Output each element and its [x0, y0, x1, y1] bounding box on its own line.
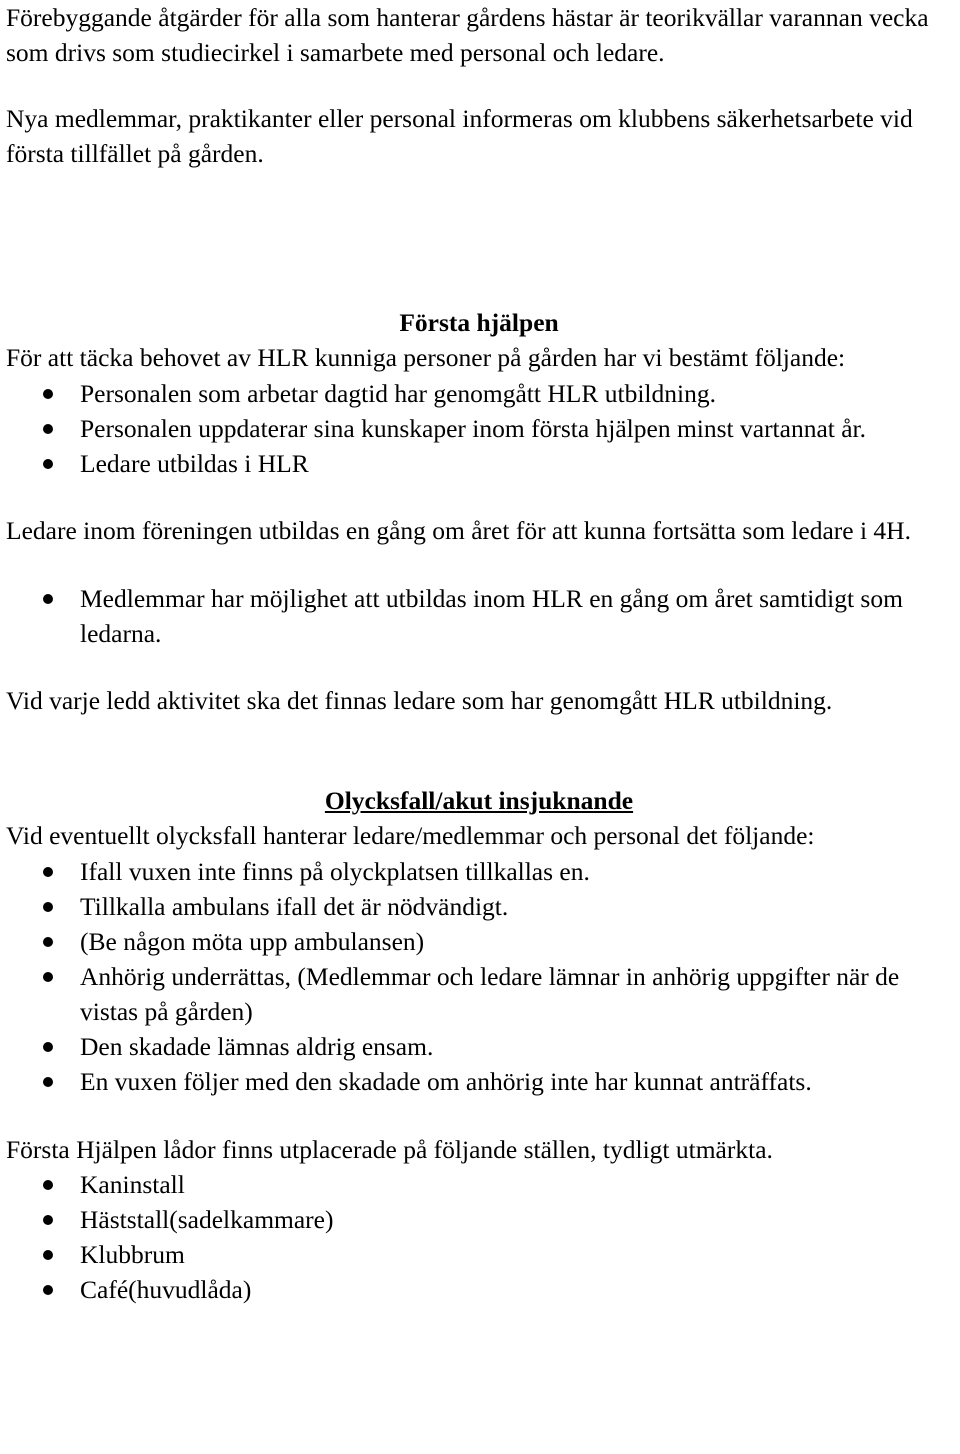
list-item: [6, 376, 952, 411]
list-item-text: Tillkalla ambulans ifall det är nödvändigt.: [80, 892, 509, 921]
list-item: [6, 1237, 952, 1272]
list-item: [6, 1272, 952, 1307]
bullet-icon: [43, 867, 53, 877]
leaders-training-text: Ledare inom föreningen utbildas en gång om året för att kunna fortsätta som ledare i 4H.: [6, 516, 911, 545]
bullet-icon: [43, 1077, 53, 1087]
accident-intro: Vid eventuellt olycksfall hanterar ledare/medlemmar och personal det följande:: [6, 821, 815, 850]
first-aid-boxes-list: [6, 1167, 952, 1307]
list-item: [6, 581, 952, 651]
bullet-icon: [43, 1250, 53, 1260]
first-aid-intro: För att täcka behovet av HLR kunniga personer på gården har vi bestämt följande:: [6, 343, 846, 372]
list-item: [6, 924, 952, 959]
list-item: [6, 1029, 952, 1064]
list-item: [6, 889, 952, 924]
first-aid-heading: Första hjälpen: [399, 308, 559, 337]
list-item-text: Ifall vuxen inte finns på olyckplatsen tillkallas en.: [80, 857, 590, 886]
list-item-text: (Be någon möta upp ambulansen): [80, 927, 425, 956]
list-item-text: Kaninstall: [80, 1170, 185, 1199]
list-item: [6, 411, 952, 446]
list-item-text: Anhörig underrättas, (Medlemmar och ledare lämnar in anhörig uppgifter när de vistas på gården): [80, 962, 900, 1026]
activity-requirement-text: Vid varje ledd aktivitet ska det finnas ledare som har genomgått HLR utbildning.: [6, 686, 833, 715]
list-item: [6, 446, 952, 481]
accident-heading-wrapper: [6, 783, 952, 818]
bullet-icon: [43, 459, 53, 469]
list-item: [6, 854, 952, 889]
first-aid-boxes-intro: Första Hjälpen lådor finns utplacerade på följande ställen, tydligt utmärkta.: [6, 1135, 773, 1164]
list-item-text: Häststall(sadelkammare): [80, 1205, 334, 1234]
bullet-icon: [43, 424, 53, 434]
intro-paragraph-new-members: Nya medlemmar, praktikanter eller personal informeras om klubbens säkerhetsarbete vid första tillfället på gården.: [6, 104, 913, 168]
list-item: [6, 1202, 952, 1237]
list-item-text: En vuxen följer med den skadade om anhörig inte har kunnat anträffats.: [80, 1067, 812, 1096]
bullet-icon: [43, 972, 53, 982]
list-item-text: Personalen uppdaterar sina kunskaper inom första hjälpen minst vartannat år.: [80, 414, 867, 443]
bullet-icon: [43, 1180, 53, 1190]
list-item: [6, 1064, 952, 1099]
list-item: [6, 959, 952, 1029]
first-aid-boxes-section: [6, 1132, 952, 1307]
list-item-text: Personalen som arbetar dagtid har genomgått HLR utbildning.: [80, 379, 716, 408]
members-training-list: [6, 581, 952, 651]
accident-list: [6, 854, 952, 1099]
bullet-icon: [43, 1215, 53, 1225]
first-aid-list: [6, 376, 952, 481]
bullet-icon: [43, 1042, 53, 1052]
bullet-icon: [43, 594, 53, 604]
bullet-icon: [43, 902, 53, 912]
first-aid-section: [6, 305, 952, 718]
list-item: [6, 1167, 952, 1202]
list-item-text: Den skadade lämnas aldrig ensam.: [80, 1032, 434, 1061]
bullet-icon: [43, 389, 53, 399]
intro-paragraph-prevention: Förebyggande åtgärder för alla som hanterar gårdens hästar är teorikvällar varannan vecka som drivs som studiecirkel i samarbete med personal och ledare.: [6, 3, 929, 67]
accident-section: [6, 783, 952, 1099]
list-item-text: Klubbrum: [80, 1240, 185, 1269]
list-item-text: Ledare utbildas i HLR: [80, 449, 309, 478]
list-item-text: Café(huvudlåda): [80, 1275, 252, 1304]
bullet-icon: [43, 937, 53, 947]
accident-heading: Olycksfall/akut insjuknande: [324, 786, 634, 815]
bullet-icon: [43, 1285, 53, 1295]
list-item-text: Medlemmar har möjlighet att utbildas inom HLR en gång om året samtidigt som ledarna.: [80, 584, 903, 648]
